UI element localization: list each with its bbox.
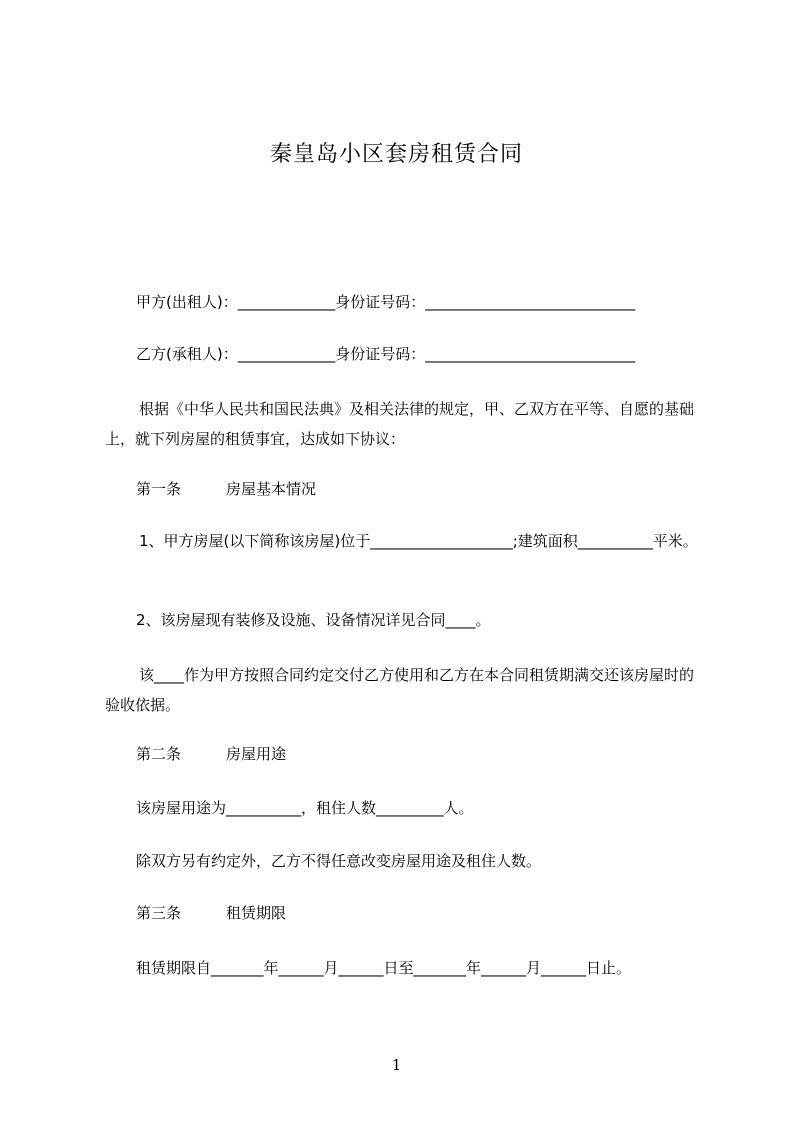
article1-heading — [136, 478, 316, 500]
party-b-line: 乙方(承租人)：_____________身份证号码：____________________________ — [136, 345, 636, 363]
article3-number: 第三条 — [136, 904, 182, 922]
article2-clause2: 除双方另有约定外，乙方不得任意改变房屋用途及租住人数。 — [136, 852, 542, 870]
party-a-line: 甲方(出租人)：_____________身份证号码：____________________________ — [136, 293, 636, 311]
article1-number: 第一条 — [136, 480, 182, 498]
document-title: 秦皇岛小区套房租赁合同 — [269, 142, 523, 167]
article1-title: 房屋基本情况 — [226, 480, 317, 498]
article3-clause1: 租赁期限自_______年______月______日至_______年______月______日止。 — [136, 959, 632, 977]
article1-clause2: 2、该房屋现有装修及设施、设备情况详见合同____。 — [136, 611, 491, 629]
article2-number: 第二条 — [136, 745, 182, 763]
article3-heading — [136, 902, 286, 924]
article1-clause3: 该____作为甲方按照合同约定交付乙方使用和乙方在本合同租赁期满交还该房屋时的验收依据。 — [105, 666, 695, 714]
article2-heading — [136, 743, 286, 765]
article2-clause1: 该房屋用途为__________，租住人数_________人。 — [136, 799, 474, 817]
article1-clause1: 1、甲方房屋(以下简称该房屋)位于___________________;建筑面积__________平米。 — [139, 532, 698, 550]
page-number: 1 — [391, 1056, 402, 1074]
intro-paragraph: 根据《中华人民共和国民法典》及相关法律的规定，甲、乙双方在平等、自愿的基础上，就下列房屋的租赁事宜，达成如下协议： — [105, 400, 695, 448]
article3-title: 租赁期限 — [226, 904, 287, 922]
article2-title: 房屋用途 — [226, 745, 287, 763]
